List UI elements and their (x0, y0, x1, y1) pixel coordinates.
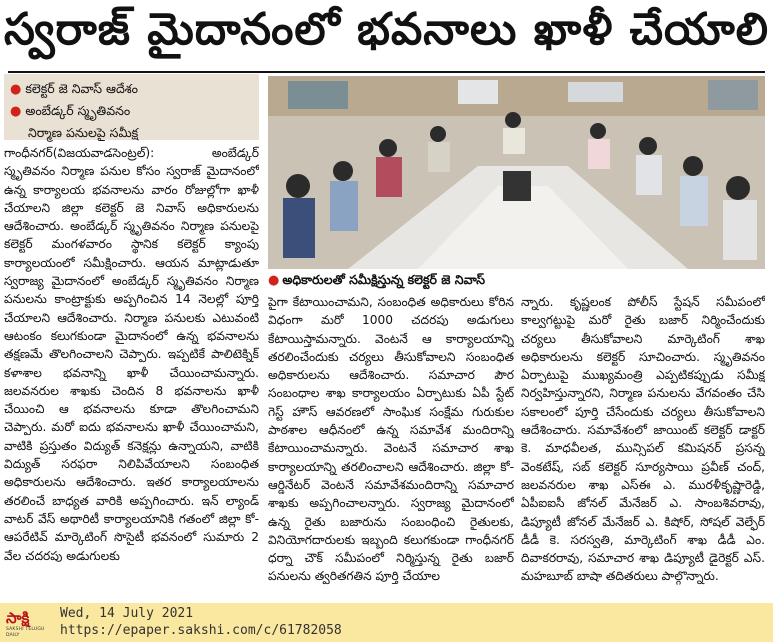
article-column-3 (521, 293, 765, 600)
headline-rule (8, 71, 765, 73)
bullet-icon: ● (10, 82, 22, 97)
article-text-col1: గాంధీనగర్(విజయవాడసెంట్రల్): అంబేడ్కర్ స్మృతివనం నిర్మాణ పనుల కోసం స్వరాజ్ మైదానంలో ఉన్న కార్యాలయ భవనాలను వారం రోజుల్లోగా ఖాళీ చేయాలని జిల్లా కలెక్టర్ జె నివాస్ అధికారులను ఆదేశించారు. అంబేడ్కర్ స్మృతివనం నిర్మాణ పనులపై కలెక్టర్ మంగళవారం స్థానిక కలెక్టర్ క్యాంపు కార్యాలయంలో సమీక్షించారు. ఆయన మాట్లాడుతూ స్వరాజ్య మైదానంలో అంబేడ్కర్ స్మృతివనం నిర్మాణ పనులను కాంట్రాక్టుకు అప్పగించిన 14 నెలల్లో పూర్తి చేయాలని ఆదేశించారు. నిర్మాణ పనులకు ఎటువంటి ఆటంకం కలుగకుండా మైదానంలో ఉన్న భవనాలను తక్షణమే తొలగించాలని చెప్పారు. ఇప్పటికే పాలిటెక్నిక్ కళాశాల భవనాన్ని ఖాళీ చేయించామన్నారు. జలవనరుల శాఖకు చెందిన 8 భవనాలను ఖాళీ చేయించి ఆ భవనాలను కూడా తొలగించామని చెప్పారు. మరో ఐదు భవనాలను ఖాళీ చేయించామని, వాటికి ప్రస్తుతం విద్యుత్ కనెక్షన్లు ఉన్నాయని, వాటికి విద్యుత్ సరఫరా నిలిపివేయాలని సంబంధిత అధికారులను ఆదేశించారు. ఇతర కార్యాలయాలను తరలించే బాధ్యత వారికి అప్పగించారు. ఇన్ ల్యాండ్ వాటర్ వేస్ అథారిటీ కార్యాలయానికి గతంలో జిల్లా కో-ఆపరేటివ్ మార్కెటింగ్ సొసైటీ భవనంలో సుమారు 2 వేల చదరపు అడుగులకు (4, 146, 259, 563)
article-column-2 (268, 293, 514, 600)
caption-bullet-icon: ● (268, 273, 280, 288)
edition-date: Wed, 14 July 2021 (60, 606, 194, 621)
kicker-text-3: నిర్మాణ పనులపై సమీక్ష (28, 125, 139, 140)
meeting-photo-image (268, 76, 765, 269)
headline: స్వరాజ్ మైదానంలో భవనాలు ఖాళీ చేయాలి (3, 4, 770, 55)
article-text-col3: న్నారు. కృష్ణలంక పోలీస్ స్టేషన్ సమీపంలో కాల్వగట్టుపై మరో రైతు బజార్ నిర్మించేందుకు చర్యలు తీసుకోవాలని మార్కెటింగ్ శాఖ అధికారులను కలెక్టర్ సూచించారు. స్మృతివనం ఏర్పాటుపై ముఖ్యమంత్రి ఎప్పటికప్పుడు సమీక్ష నిర్వహిస్తున్నారని, నిర్మాణ పనులను వేగవంతం చేసి సకాలంలో పూర్తి చేసేందుకు చర్యలు తీసుకోవాలని ఆదేశించారు. సమావేశంలో జాయింట్ కలెక్టర్ డాక్టర్ కె. మాధవీలత, మున్సిపల్ కమిషనర్ ప్రసన్న వెంకటేష్, సబ్ కలెక్టర్ సూర్యసాయి ప్రవీణ్ చంద్, జలవనరుల శాఖ ఎస్ఈ ఎ. మురళీకృష్ణారెడ్డి, ఏపీఐఐసీ జోనల్ మేనేజర్ ఎ. సాంబశివరావు, డిప్యూటీ జోనల్ మేనేజర్ ఎ. కిషోర్, సోషల్ వెల్ఫేర్ డీడీ కె. సరస్వతి, మార్కెటింగ్ శాఖ డీడీ ఎం. దివాకరరావు, సమాచార శాఖ డిప్యూటీ డైరెక్టర్ ఎస్. మహబూబ్ బాషా తదితరులు పాల్గొన్నారు. (521, 295, 765, 584)
kicker-box (4, 74, 259, 140)
sakshi-logo (6, 609, 46, 637)
kicker-line-3 (10, 122, 253, 143)
logo-text: సాక్షి (6, 609, 30, 627)
news-photo (268, 76, 765, 269)
photo-caption (268, 270, 765, 290)
logo-subtext: SAKSHI TELUGU DAILY (6, 627, 45, 638)
photo-caption-text: అధికారులతో సమీక్షిస్తున్న కలెక్టర్ జె నివాస్ (282, 272, 486, 287)
article-text-col2: పైగా కేటాయించామని, సంబంధిత అధికారులు కోరిన విధంగా మరో 1000 చదరపు అడుగులు కేటాయిస్తామన్నారు. వెంటనే ఆ కార్యాలయాన్ని తరలించేందుకు చర్యలు తీసుకోవాలని సంబంధిత అధికారులను ఆదేశించారు. సమాచార పౌర సంబంధాల శాఖ కార్యాలయం ఏర్పాటుకు ఏపీ స్టేట్ గెస్ట్ హౌస్ ఆవరణలో సాంఘిక సంక్షేమ గురుకుల పాఠశాల ఆధీనంలో ఉన్న సమావేశ మందిరాన్ని కేటాయించామన్నారు. వెంటనే సమాచార శాఖ కార్యాలయాన్ని తరలించాలని ఆదేశించారు. జిల్లా కో-ఆర్డినేటర్ వెంటనే సమావేశమందిరాన్ని సమాచార శాఖకు అప్పగించాలన్నారు. స్వరాజ్య మైదానంలో ఉన్న రైతు బజారును సంబంధించి రైతులకు, వినియోగదారులకు ఇబ్బంది కలుగకుండా గాంధీనగర్ ధర్నా చౌక్ సమీపంలో నిర్మిస్తున్న రైతు బజార్ పనులను త్వరితగతిన పూర్తి చేయాల (268, 295, 514, 584)
bullet-icon: ● (10, 104, 22, 119)
kicker-text-1: కలెక్టర్ జె నివాస్ ఆదేశం (25, 81, 139, 96)
footer-bar (0, 603, 773, 642)
epaper-link[interactable]: https://epaper.sakshi.com/c/61782058 (60, 623, 342, 638)
kicker-text-2: అంబేడ్కర్ స్మృతివనం (25, 103, 131, 118)
article-column-1 (4, 144, 259, 600)
kicker-line-1 (10, 78, 253, 100)
kicker-line-2 (10, 100, 253, 122)
